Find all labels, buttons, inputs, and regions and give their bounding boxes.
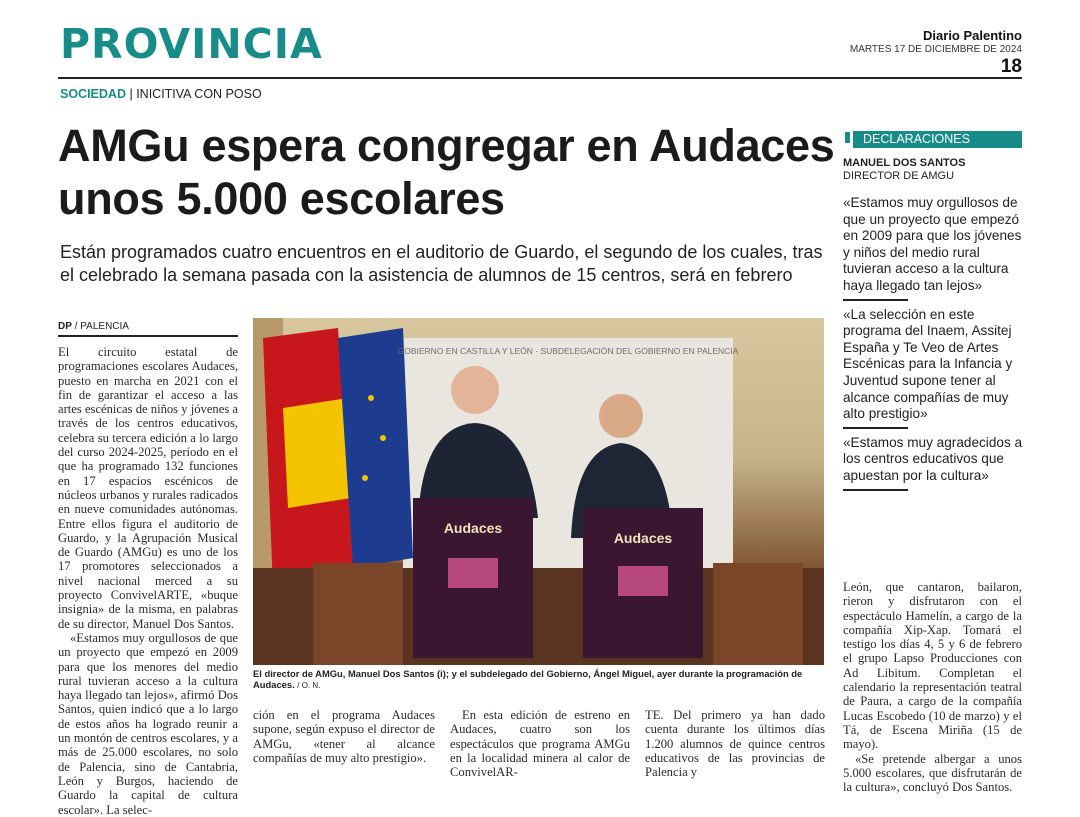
subheadline: Están programados cuatro encuentros en el auditorio de Guardo, el segundo de los cuales, tras el celebrado la semana pasada con la asistencia de alumnos de 15 centros, será en febrero [60, 242, 823, 285]
paragraph: El circuito estatal de programaciones escolares Audaces, puesto en marcha en 2021 con el fin de garantizar el acceso a las artes escénicas de niños y jóvenes a través de los centros educativos, celebra su tercera edición a lo largo del curso 2024-2025, período en el que ha programado 132 funciones en 17 espacios escénicos de núcleos urbanos y rurales radicados en nueve comunidades autónomas. Entre ellos figura el auditorio de Guardo, y la Agrupación Musical de Guardo (AMGu) es uno de los 17 promotores seleccionados a nivel nacional merced a su proyecto ConvivelARTE, «buque insignia» de la misma, en palabras de su director, Manuel Dos Santos. [58, 345, 238, 631]
headline: AMGu espera congregar en Audaces unos 5.000 escolares [58, 120, 835, 224]
paragraph: León, que cantaron, bailaron, rieron y disfrutaron con el espectáculo Hamelín, a cargo de la compañía Xip-Xap. Tomará el testigo los días 4, 5 y 6 de febrero el grupo Lapso Producciones con Ad Libitum. Completan el calendario la representación teatral de Paura, a cargo de la compañía Lucas Escobedo (10 de marzo) y el Tá, de Escena Miriña (15 de mayo). [843, 580, 1022, 752]
kicker-section: SOCIEDAD [60, 87, 126, 101]
paragraph: TE. Del primero ya han dado cuenta durante los últimos días 1.200 alumnos de quince centros educativos de las provincias de Palencia y [645, 708, 825, 780]
kicker-topic: INICITIVA CON POSO [136, 87, 262, 101]
paragraph: «Estamos muy orgullosos de que un proyecto que empezó en 2009 para que los menores del medio rural tuvieran acceso a la cultura haya llegado tan lejos», afirmó Dos Santos, quien indicó que a lo largo de estos años ha logrado reunir a un montón de centros escolares, y a más de 25.000 escolares, no solo de Palencia, sino de Cantabria, León y Burgos, haciendo de Guardo la capital de cultura escolar». La selec- [58, 630, 238, 817]
article-column-1 [58, 345, 238, 817]
issue-date: MARTES 17 DE DICIEMBRE DE 2024 [849, 44, 1022, 55]
article-photo [253, 318, 824, 665]
poster-title: Audaces [613, 530, 673, 546]
poster-title: Audaces [443, 520, 503, 536]
caption-text: El director de AMGu, Manuel Dos Santos (i); y el subdelegado del Gobierno, Ángel Miguel, ayer durante la programación de Audaces. [253, 668, 803, 690]
person-right-head [599, 394, 643, 438]
section-title: PROVINCIA [60, 20, 323, 68]
pull-quote: «La selección en este programa del Inaem, Assitej España y Te Veo de Artes Escénicas para la Infancia y Juventud supone tener al alcance compañías de muy alto prestigio» [843, 307, 1025, 429]
exclamation-icon [843, 131, 853, 148]
declarations-label-text: DECLARACIONES [863, 132, 970, 146]
header-rule [58, 77, 1022, 79]
article-column-4 [645, 708, 825, 779]
byline-agency: DP [58, 321, 72, 332]
chair [313, 563, 403, 665]
newspaper-name: Diario Palentino [923, 28, 1022, 43]
photo-credit: / O. N. [297, 681, 321, 690]
backdrop-text: GOBIERNO EN CASTILLA Y LEÓN · SUBDELEGACIÓN DEL GOBIERNO EN PALENCIA [397, 346, 739, 356]
article-column-3 [450, 708, 630, 779]
page-number: 18 [1000, 56, 1022, 77]
page-header-info [850, 28, 1022, 78]
kicker: SOCIEDAD | INICITIVA CON POSO [60, 87, 262, 101]
paragraph: ción en el programa Audaces supone, según expuso el director de AMGu, «tener al alcance compañías de muy alto prestigio». [253, 708, 435, 765]
declarations-label [843, 131, 1022, 148]
pull-quote: «Estamos muy agradecidos a los centros educativos que apuestan por la cultura» [843, 435, 1025, 491]
pull-quote: «Estamos muy orgullosos de que un proyecto que empezó en 2009 para que los jóvenes y niños del medio rural tuvieran acceso a la cultura haya llegado tan lejos» [843, 195, 1025, 301]
paragraph: «Se pretende albergar a unos 5.000 escolares, que disfrutarán de la cultura», concluyó Dos Santos. [843, 751, 1022, 795]
chair [713, 563, 803, 665]
article-column-2 [253, 708, 435, 765]
quotes-list [843, 195, 1025, 497]
person-left-head [451, 366, 499, 414]
quoted-person-role: DIRECTOR DE AMGU [843, 170, 955, 182]
byline-place: PALENCIA [80, 321, 129, 332]
byline: DP / PALENCIA [58, 321, 238, 337]
paragraph: En esta edición de estreno en Audaces, cuatro son los espectáculos que programa AMGu en la localidad minera al calor de ConvivelAR- [450, 708, 630, 780]
article-column-5 [843, 580, 1022, 794]
quoted-person-name: MANUEL DOS SANTOS [843, 157, 966, 169]
photo-caption [253, 668, 828, 691]
